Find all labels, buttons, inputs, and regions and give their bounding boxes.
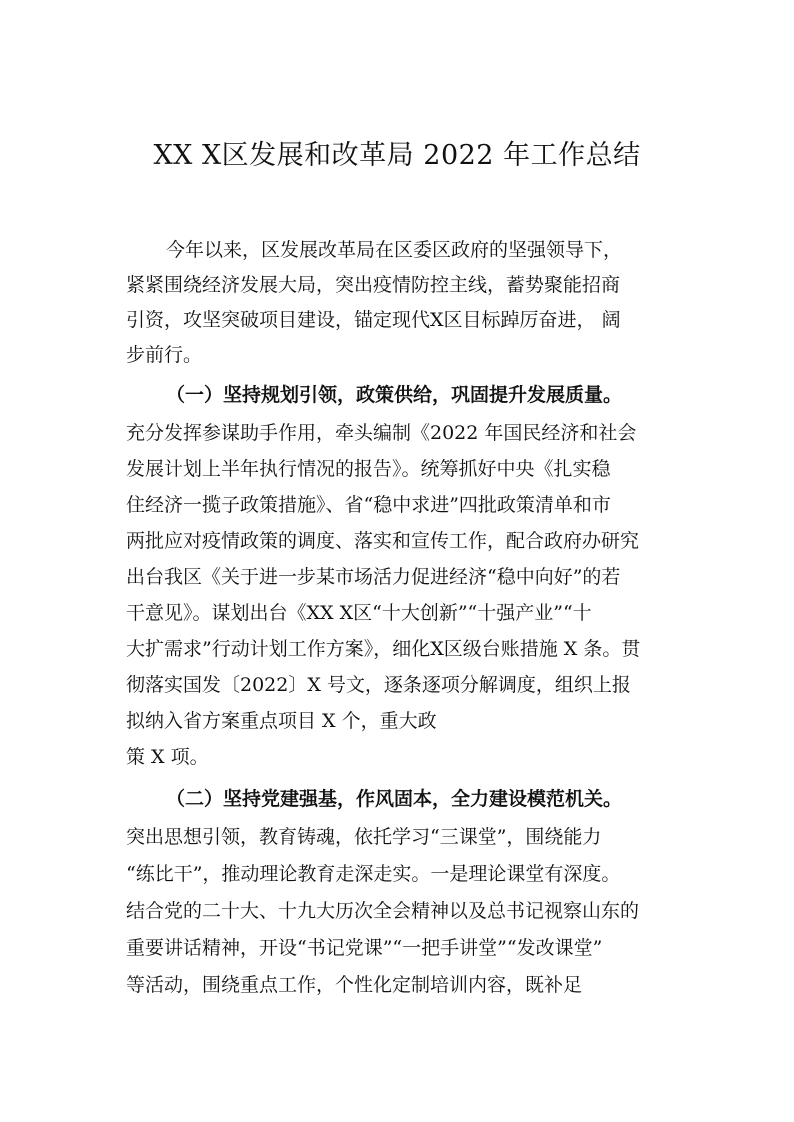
paragraph-line: 步前行。 [126,344,203,366]
paragraph-line: 两批应对疫情政策的调度、落实和宣传工作，配合政府办研究 [126,530,640,552]
paragraph-line: 今年以来，区发展改革局在区委区政府的坚强领导下， [166,239,623,261]
paragraph-line: 发展计划上半年执行情况的报告》。统筹抓好中央《扎实稳 [126,458,611,480]
paragraph-line: 住经济一揽子政策措施》、省“稳中求进”四批政策清单和市 [126,494,611,516]
paragraph-line: 大扩需求”行动计划工作方案》，细化X区级台账措施 X 条。贯 [126,638,641,660]
paragraph-line: 策 X 项。 [126,746,209,768]
paragraph-line: 充分发挥参谋助手作用，牵头编制《2022 年国民经济和社会 [126,422,637,444]
section-heading-2: （二）坚持党建强基，作风固本，全力建设模范机关。 [166,788,623,810]
paragraph-line: 突出思想引领，教育铸魂，依托学习“三课堂”，围绕能力 [126,826,602,848]
paragraph-line: 拟纳入省方案重点项目 X 个，重大政 [126,710,437,732]
paragraph-line: 引资，攻坚突破项目建设，锚定现代X区目标踔厉奋进， 阔 [126,309,621,331]
paragraph-line: 等活动，围绕重点工作，个性化定制培训内容，既补足 [126,974,583,996]
paragraph-line: “练比干”，推动理论教育走深走实。一是理论课堂有深度。 [126,863,621,885]
paragraph-line: 出台我区《关于进一步某市场活力促进经济“稳中向好”的若 [126,566,621,588]
paragraph-line: 紧紧围绕经济发展大局，突出疫情防控主线，蓄势聚能招商 [126,274,621,296]
document-title: XX X区发展和改革局 2022 年工作总结 [153,140,641,171]
paragraph-line: 干意见》。谋划出台《XX X区“十大创新”“十强产业”“十 [126,602,592,624]
paragraph-line: 重要讲话精神，开设“书记党课”“一把手讲堂”“发改课堂” [126,937,603,959]
paragraph-line: 结合党的二十大、十九大历次全会精神以及总书记视察山东的 [126,900,640,922]
section-heading-1: （一）坚持规划引领，政策供给，巩固提升发展质量。 [166,384,623,406]
paragraph-line: 彻落实国发〔2022〕X 号文，逐条逐项分解调度，组织上报 [126,674,631,696]
